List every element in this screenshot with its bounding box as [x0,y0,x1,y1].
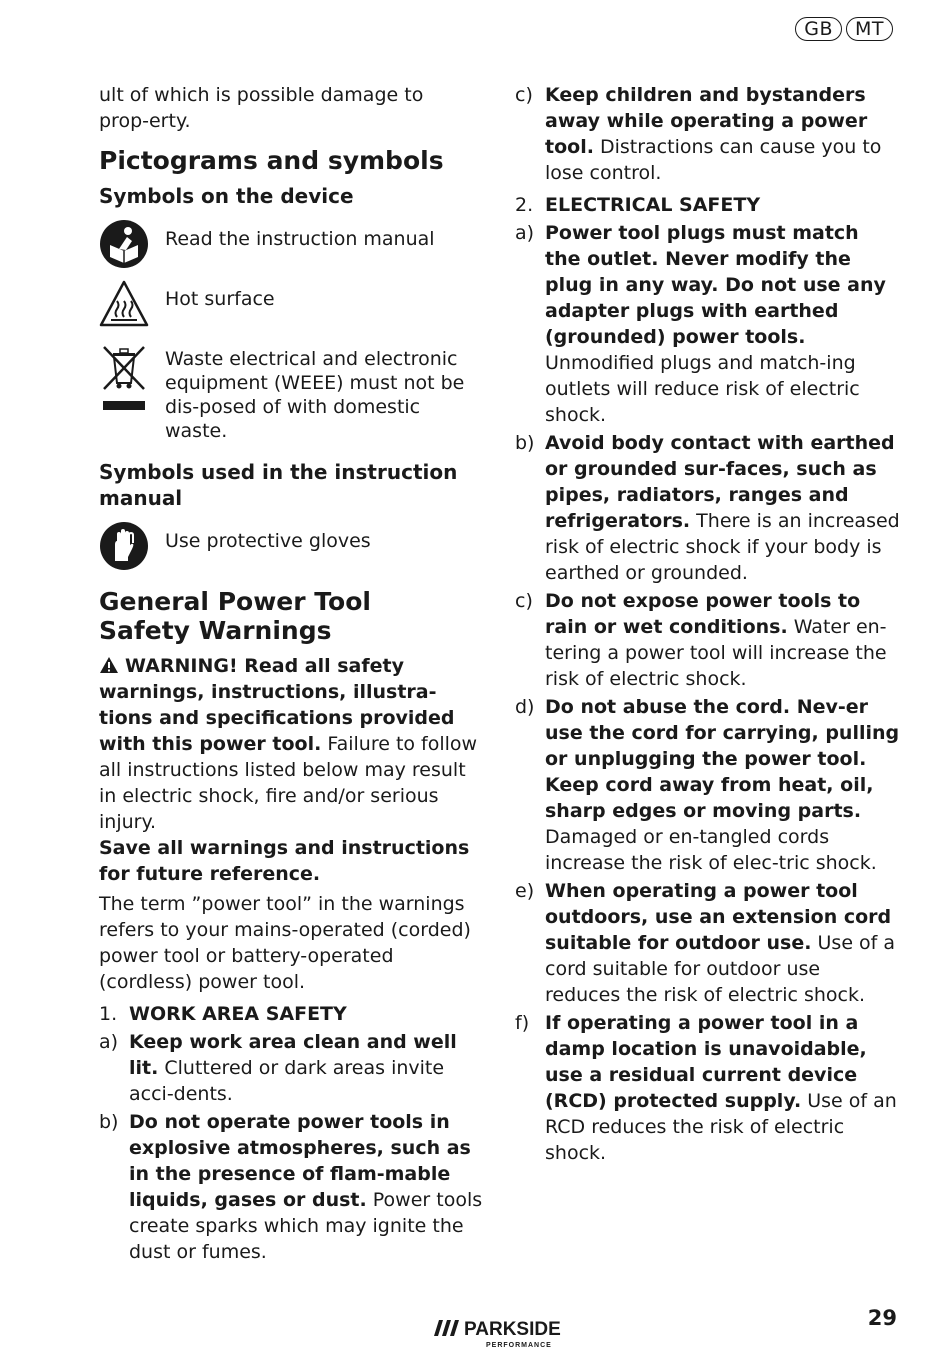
symbol-row-weee [99,343,484,443]
warning-paragraph [99,653,484,835]
weee-bin-icon [99,343,149,419]
brand-text: PARKSIDE [464,1319,561,1340]
symbol-text: Waste electrical and electronic equipment (WEEE) must not be dis-posed of with domestic waste. [165,348,465,442]
section-number: 2. [515,194,534,216]
item-label: b) [515,432,535,454]
item-bold-text: Keep work area clean and well lit. [129,1031,457,1079]
list-item [515,588,900,692]
item-normal-text: Power tools create sparks which may ignite the dust or fumes. [129,1189,483,1263]
list-item [99,1029,484,1107]
symbol-text: Use protective gloves [165,530,371,552]
language-badges [795,17,893,41]
item-bold-text: When operating a power tool outdoors, use an extension cord suitable for outdoor use. [545,880,892,954]
list-item [515,82,900,186]
item-normal-text: Unmodified plugs and match-ing outlets will reduce risk of electric shock. [545,352,860,426]
warning-normal-text: Failure to follow all instructions listed below may result in electric shock, fire and/or serious injury. [99,733,478,833]
item-normal-text: Water en-tering a power tool will increase the risk of electric shock. [545,616,887,690]
warning-bold-text: WARNING! Read all safety warnings, instructions, illustra-tions and specifications provided with this power tool. [99,655,455,755]
device-symbols-heading: Symbols on the device [99,184,354,208]
item-label: e) [515,880,535,902]
item-bold-text: If operating a power tool in a damp location is unavoidable, use a residual current device (RCD) protected supply. [545,1012,867,1112]
item-normal-text: Cluttered or dark areas invite acci-dents. [129,1057,445,1105]
section-electrical [515,192,900,218]
symbol-row-manual [99,219,484,269]
item-normal-text: Use of an RCD reduces the risk of electric shock. [545,1090,897,1164]
hot-surface-icon [99,279,149,329]
intro-text: ult of which is possible damage to prop-erty. [99,84,424,132]
manual-symbols-heading: Symbols used in the instruction manual [99,460,458,510]
power-tool-term-text: The term ”power tool” in the warnings refers to your mains-operated (corded) power tool or battery-operated (cordless) power tool. [99,893,471,993]
section-title: WORK AREA SAFETY [129,1003,347,1025]
item-label: c) [515,590,533,612]
page-number: 29 [867,1306,897,1330]
item-label: f) [515,1012,530,1034]
general-safety-heading: General Power Tool Safety Warnings [99,587,371,645]
right-column [515,82,900,1166]
save-instructions-text: Save all warnings and instructions for future reference. [99,837,470,885]
symbol-text: Hot surface [165,288,275,310]
section-title: ELECTRICAL SAFETY [545,194,761,216]
item-bold-text: Avoid body contact with earthed or grounded sur-faces, such as pipes, radiators, ranges and refrigerators. [545,432,895,532]
item-label: c) [515,84,533,106]
symbol-text: Read the instruction manual [165,228,435,250]
section-work-area [99,1001,484,1027]
item-bold-text: Keep children and bystanders away while operating a power tool. [545,84,868,158]
list-item [515,430,900,586]
gloves-icon [99,521,149,571]
lang-badge-gb: GB [795,17,842,41]
left-column [99,82,484,1265]
list-item [99,1109,484,1265]
item-normal-text: Use of a cord suitable for outdoor use reduces the risk of electric shock. [545,932,896,1006]
symbol-row-hot-surface [99,279,484,329]
list-item [515,878,900,1008]
parkside-logo [430,1314,580,1350]
brand-subtext: PERFORMANCE [486,1342,552,1349]
item-normal-text: There is an increased risk of electric shock if your body is earthed or grounded. [545,510,900,584]
item-label: a) [515,222,535,244]
list-item [515,1010,900,1166]
symbol-row-gloves [99,521,484,571]
item-bold-text: Do not expose power tools to rain or wet conditions. [545,590,861,638]
item-label: d) [515,696,535,718]
pictograms-heading: Pictograms and symbols [99,146,444,175]
warning-triangle-icon [99,656,119,674]
item-label: a) [99,1031,119,1053]
list-item [515,220,900,428]
item-normal-text: Damaged or en-tangled cords increase the risk of elec-tric shock. [545,826,877,874]
instruction-manual-icon [99,219,149,269]
item-bold-text: Do not abuse the cord. Nev-er use the cord for carrying, pulling or unplugging the power tool. Keep cord away from heat, oil, sharp edges or moving parts. [545,696,900,822]
list-item [515,694,900,876]
section-number: 1. [99,1003,118,1025]
item-label: b) [99,1111,119,1133]
lang-badge-mt: MT [846,17,893,41]
item-bold-text: Do not operate power tools in explosive atmospheres, such as in the presence of flam-mable liquids, gases or dust. [129,1111,471,1211]
item-normal-text: Distractions can cause you to lose control. [545,136,882,184]
item-bold-text: Power tool plugs must match the outlet. Never modify the plug in any way. Do not use any adapter plugs with earthed (grounded) power tools. [545,222,886,348]
